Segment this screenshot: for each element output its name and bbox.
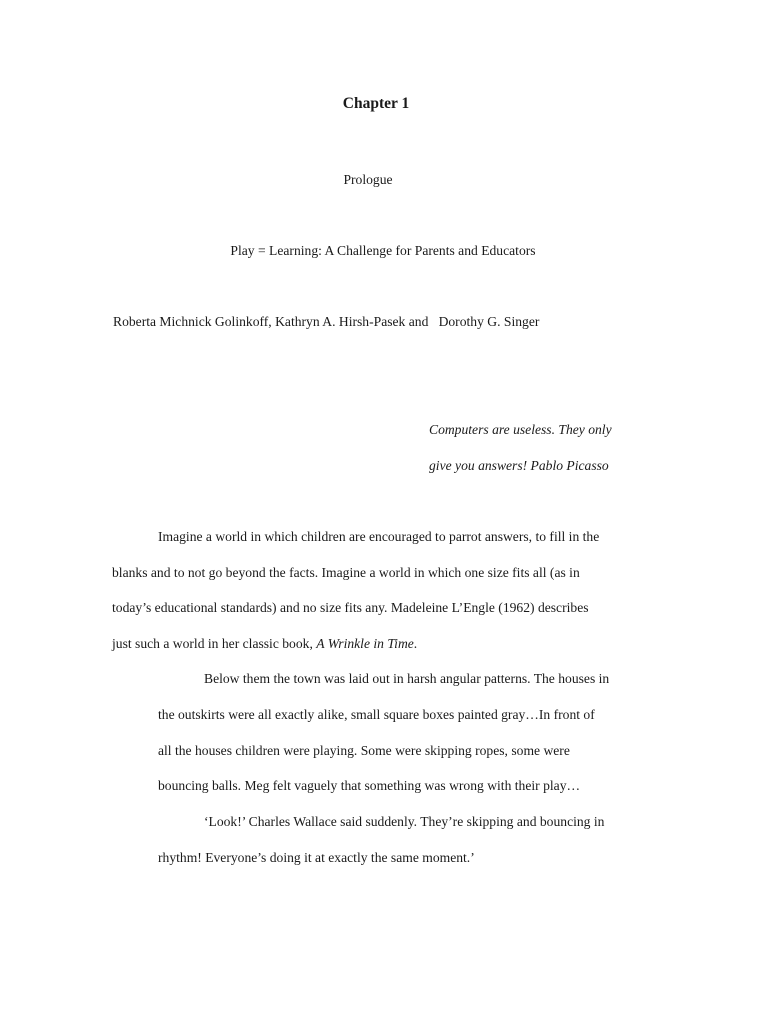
paragraph-line-with-title [112,635,417,653]
book-title: A Wrinkle in Time [316,636,414,651]
block-quote-line: all the houses children were playing. Some were skipping ropes, some were [158,743,570,758]
epigraph-line-2: give you answers! Pablo Picasso [429,458,609,473]
block-quote-line: bouncing balls. Meg felt vaguely that something was wrong with their play… [158,778,581,793]
chapter-subtitle: Prologue [343,172,393,187]
paragraph-text: . [413,636,418,651]
block-quote-line: ‘Look!’ Charles Wallace said suddenly. They’re skipping and bouncing in [204,814,605,829]
paragraph-text: just such a world in her classic book, [112,636,317,651]
block-quote-line: the outskirts were all exactly alike, small square boxes painted gray…In front of [158,707,595,722]
paragraph-line: today’s educational standards) and no size fits any. Madeleine L’Engle (1962) describes [112,600,589,615]
chapter-title: Chapter 1 [342,95,410,112]
paragraph-line: Imagine a world in which children are encouraged to parrot answers, to fill in the [158,529,600,544]
block-quote-line: Below them the town was laid out in harsh angular patterns. The houses in [204,671,610,686]
epigraph-line-1: Computers are useless. They only [429,422,612,437]
paragraph-line: blanks and to not go beyond the facts. Imagine a world in which one size fits all (as in [112,565,580,580]
author-list: Roberta Michnick Golinkoff, Kathryn A. Hirsh-Pasek and Dorothy G. Singer [113,314,540,329]
block-quote-line: rhythm! Everyone’s doing it at exactly the same moment.’ [158,850,475,865]
essay-title: Play = Learning: A Challenge for Parents and Educators [230,243,536,258]
